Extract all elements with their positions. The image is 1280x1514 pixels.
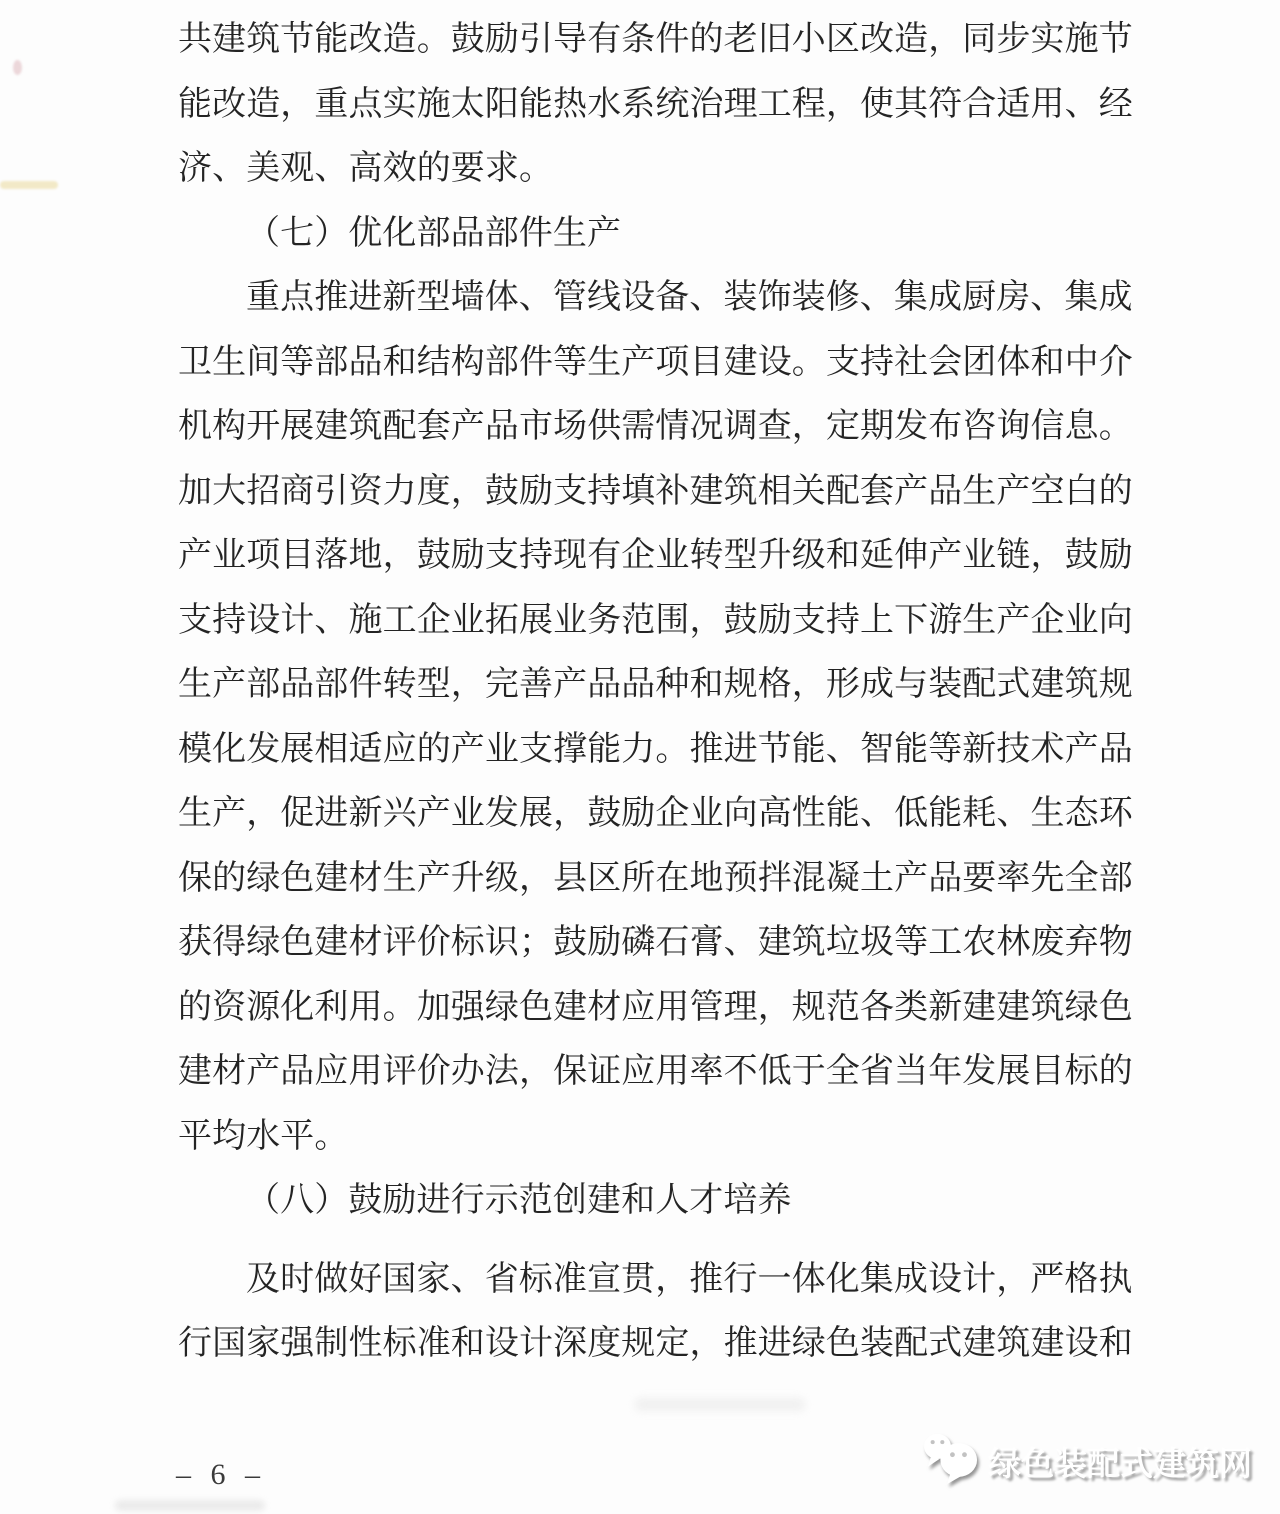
document-line: 获得绿色建材评价标识；鼓励磷石膏、建筑垃圾等工农林废弃物 (178, 924, 1133, 961)
wechat-icon (922, 1432, 980, 1491)
document-line: 模化发展相适应的产业支撑能力。推进节能、智能等新技术产品 (178, 730, 1133, 768)
document-body (178, 8, 1143, 1377)
document-line: 产业项目落地，鼓励支持现有企业转型升级和延伸产业链，鼓励 (178, 537, 1133, 574)
document-line: 保的绿色建材生产升级，县区所在地预拌混凝土产品要率先全部 (178, 859, 1133, 897)
document-line: 行国家强制性标准和设计深度规定，推进绿色装配式建筑建设和 (178, 1325, 1133, 1362)
document-line: 济、美观、高效的要求。 (178, 150, 554, 187)
scan-artifact-smudge (115, 1500, 265, 1511)
document-line: 加大招商引资力度，鼓励支持填补建筑相关配套产品生产空白的 (178, 472, 1133, 510)
document-line: 卫生间等部品和结构部件等生产项目建设。支持社会团体和中介 (178, 343, 1133, 381)
document-line: 生产部品部件转型，完善产品品种和规格，形成与装配式建筑规 (178, 666, 1133, 703)
document-line: 共建筑节能改造。鼓励引导有条件的老旧小区改造，同步实施节 (178, 21, 1133, 58)
document-line: 支持设计、施工企业拓展业务范围，鼓励支持上下游生产企业向 (178, 601, 1133, 639)
scan-artifact-smudge (635, 1398, 805, 1411)
document-line: 生产，促进新兴产业发展，鼓励企业向高性能、低能耗、生态环 (178, 795, 1133, 832)
watermark-text: 绿色装配式建筑网 (988, 1445, 1252, 1482)
document-line: 建材产品应用评价办法，保证应用率不低于全省当年发展目标的 (178, 1053, 1133, 1090)
scan-artifact-yellow (0, 181, 58, 189)
document-line: 能改造，重点实施太阳能热水系统治理工程，使其符合适用、经 (178, 85, 1133, 123)
document-line: 及时做好国家、省标准宣贯，推行一体化集成设计，严格执 (246, 1260, 1133, 1298)
document-line: 的资源化利用。加强绿色建材应用管理，规范各类新建建筑绿色 (178, 988, 1133, 1026)
document-line: 平均水平。 (178, 1117, 349, 1155)
document-line: 重点推进新型墙体、管线设备、装饰装修、集成厨房、集成 (246, 279, 1133, 316)
page-number: – 6 – (176, 1458, 266, 1491)
document-line: 机构开展建筑配套产品市场供需情况调查，定期发布咨询信息。 (178, 408, 1133, 445)
section-heading: （八）鼓励进行示范创建和人才培养 (246, 1182, 792, 1219)
watermark (922, 1432, 1252, 1491)
section-heading: （七）优化部品部件生产 (246, 214, 622, 252)
scan-artifact-pink (13, 60, 22, 75)
